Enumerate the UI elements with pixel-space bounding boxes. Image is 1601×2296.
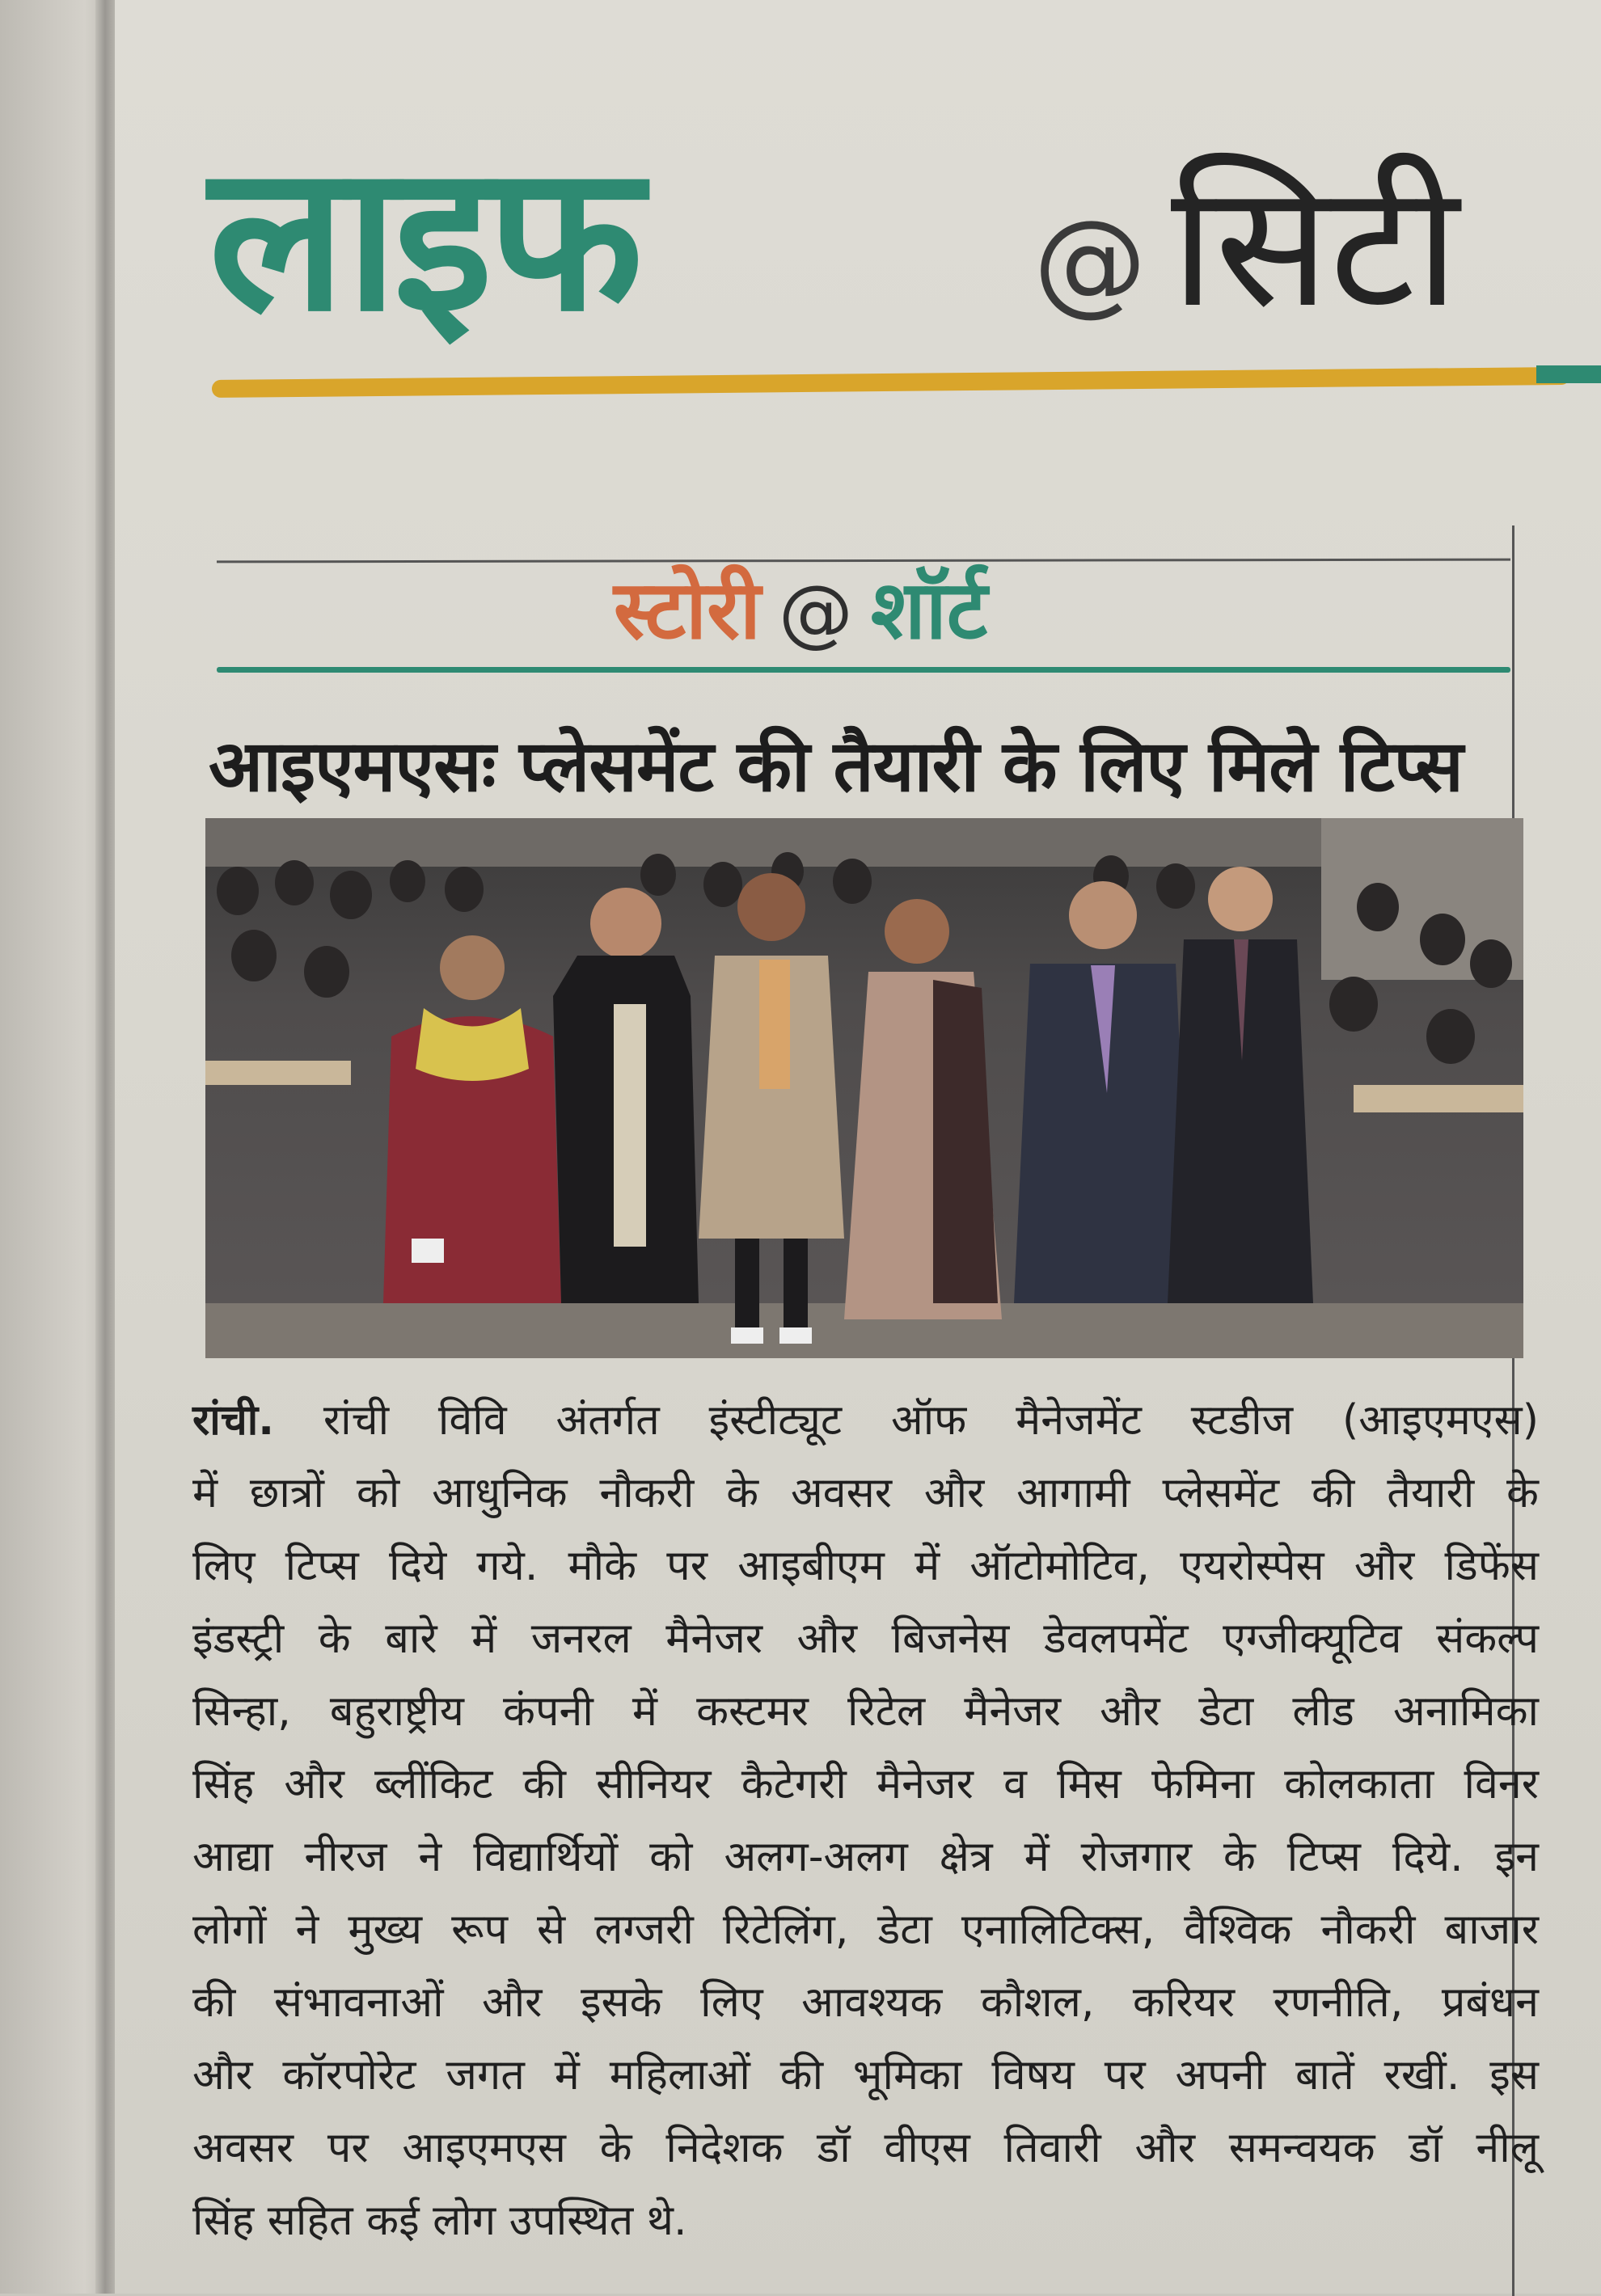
- article-line-11: अवसर पर आइएमएस के निदेशक डॉ वीएस तिवारी और समन्वयक डॉ नीलू: [192, 2124, 1539, 2172]
- section-story-word: स्टोरी: [613, 563, 761, 657]
- article-line-4: इंडस्ट्री के बारे में जनरल मैनेजर और बिजनेस डेवलपमेंट एग्जीक्यूटिव संकल्प: [192, 1614, 1539, 1663]
- masthead-city-word: सिटी: [1171, 147, 1459, 345]
- photo-person-2: [553, 888, 699, 1303]
- article-line-7: आद्या नीरज ने विद्यार्थियों को अलग-अलग क्षेत्र में रोजगार के टिप्स दिये. इन: [192, 1833, 1539, 1881]
- article-line-1: [192, 1384, 1539, 1457]
- page-fold-shadow: [95, 0, 115, 2294]
- photo-bench-right: [1354, 1085, 1523, 1112]
- article-line-12: सिंह सहित कई लोग उपस्थित थे.: [192, 2197, 687, 2245]
- photo-person-4: [844, 899, 1002, 1319]
- masthead-green-tab: [1536, 365, 1601, 383]
- article-line-1-text: रांची विवि अंतर्गत इंस्टीट्यूट ऑफ मैनेजमेंट स्टडीज (आइएमएस): [273, 1396, 1539, 1445]
- photo-person-3: [699, 873, 844, 1344]
- article-line-3: लिए टिप्स दिये गये. मौके पर आइबीएम में ऑटोमोटिव, एयरोस्पेस और डिफेंस: [192, 1542, 1539, 1590]
- article-line-8: लोगों ने मुख्य रूप से लग्जरी रिटेलिंग, डेटा एनालिटिक्स, वैश्विक नौकरी बाजार: [192, 1906, 1539, 1954]
- article-line-6: सिंह और ब्लींकिट की सीनियर कैटेगरी मैनेजर व मिस फेमिना कोलकाता विनर: [192, 1760, 1539, 1809]
- article-line-5: सिन्हा, बहुराष्ट्रीय कंपनी में कस्टमर रिटेल मैनेजर और डेटा लीड अनामिका: [192, 1687, 1539, 1736]
- section-at-symbol: @: [778, 569, 853, 656]
- article-dateline: रांची.: [192, 1396, 274, 1445]
- masthead-life-word: लाइफ: [209, 120, 639, 356]
- article-line-10: और कॉरपोरेट जगत में महिलाओं की भूमिका विषय पर अपनी बातें रखीं. इस: [192, 2051, 1539, 2100]
- section-rule: [217, 667, 1510, 673]
- article-headline: आइएमएसः प्लेसमेंट की तैयारी के लिए मिले टिप्स: [209, 724, 1463, 808]
- masthead-at-symbol: @: [1033, 196, 1147, 328]
- section-heading: [0, 558, 1601, 665]
- article-line-9: की संभावनाओं और इसके लिए आवश्यक कौशल, करियर रणनीति, प्रबंधन: [192, 1978, 1539, 2027]
- section-short-word: शॉर्ट: [870, 563, 988, 657]
- article-line-2: में छात्रों को आधुनिक नौकरी के अवसर और आगामी प्लेसमेंट की तैयारी के: [192, 1469, 1539, 1517]
- masthead: [209, 105, 1583, 372]
- photo-person-6: [1168, 867, 1313, 1303]
- photo-bench-left: [205, 1061, 351, 1085]
- article-body: [192, 1384, 1539, 2257]
- photo-person-1: [383, 935, 561, 1303]
- group-photo: [205, 818, 1523, 1358]
- group-photo-illustration: [205, 818, 1523, 1358]
- photo-person-5: [1014, 881, 1192, 1303]
